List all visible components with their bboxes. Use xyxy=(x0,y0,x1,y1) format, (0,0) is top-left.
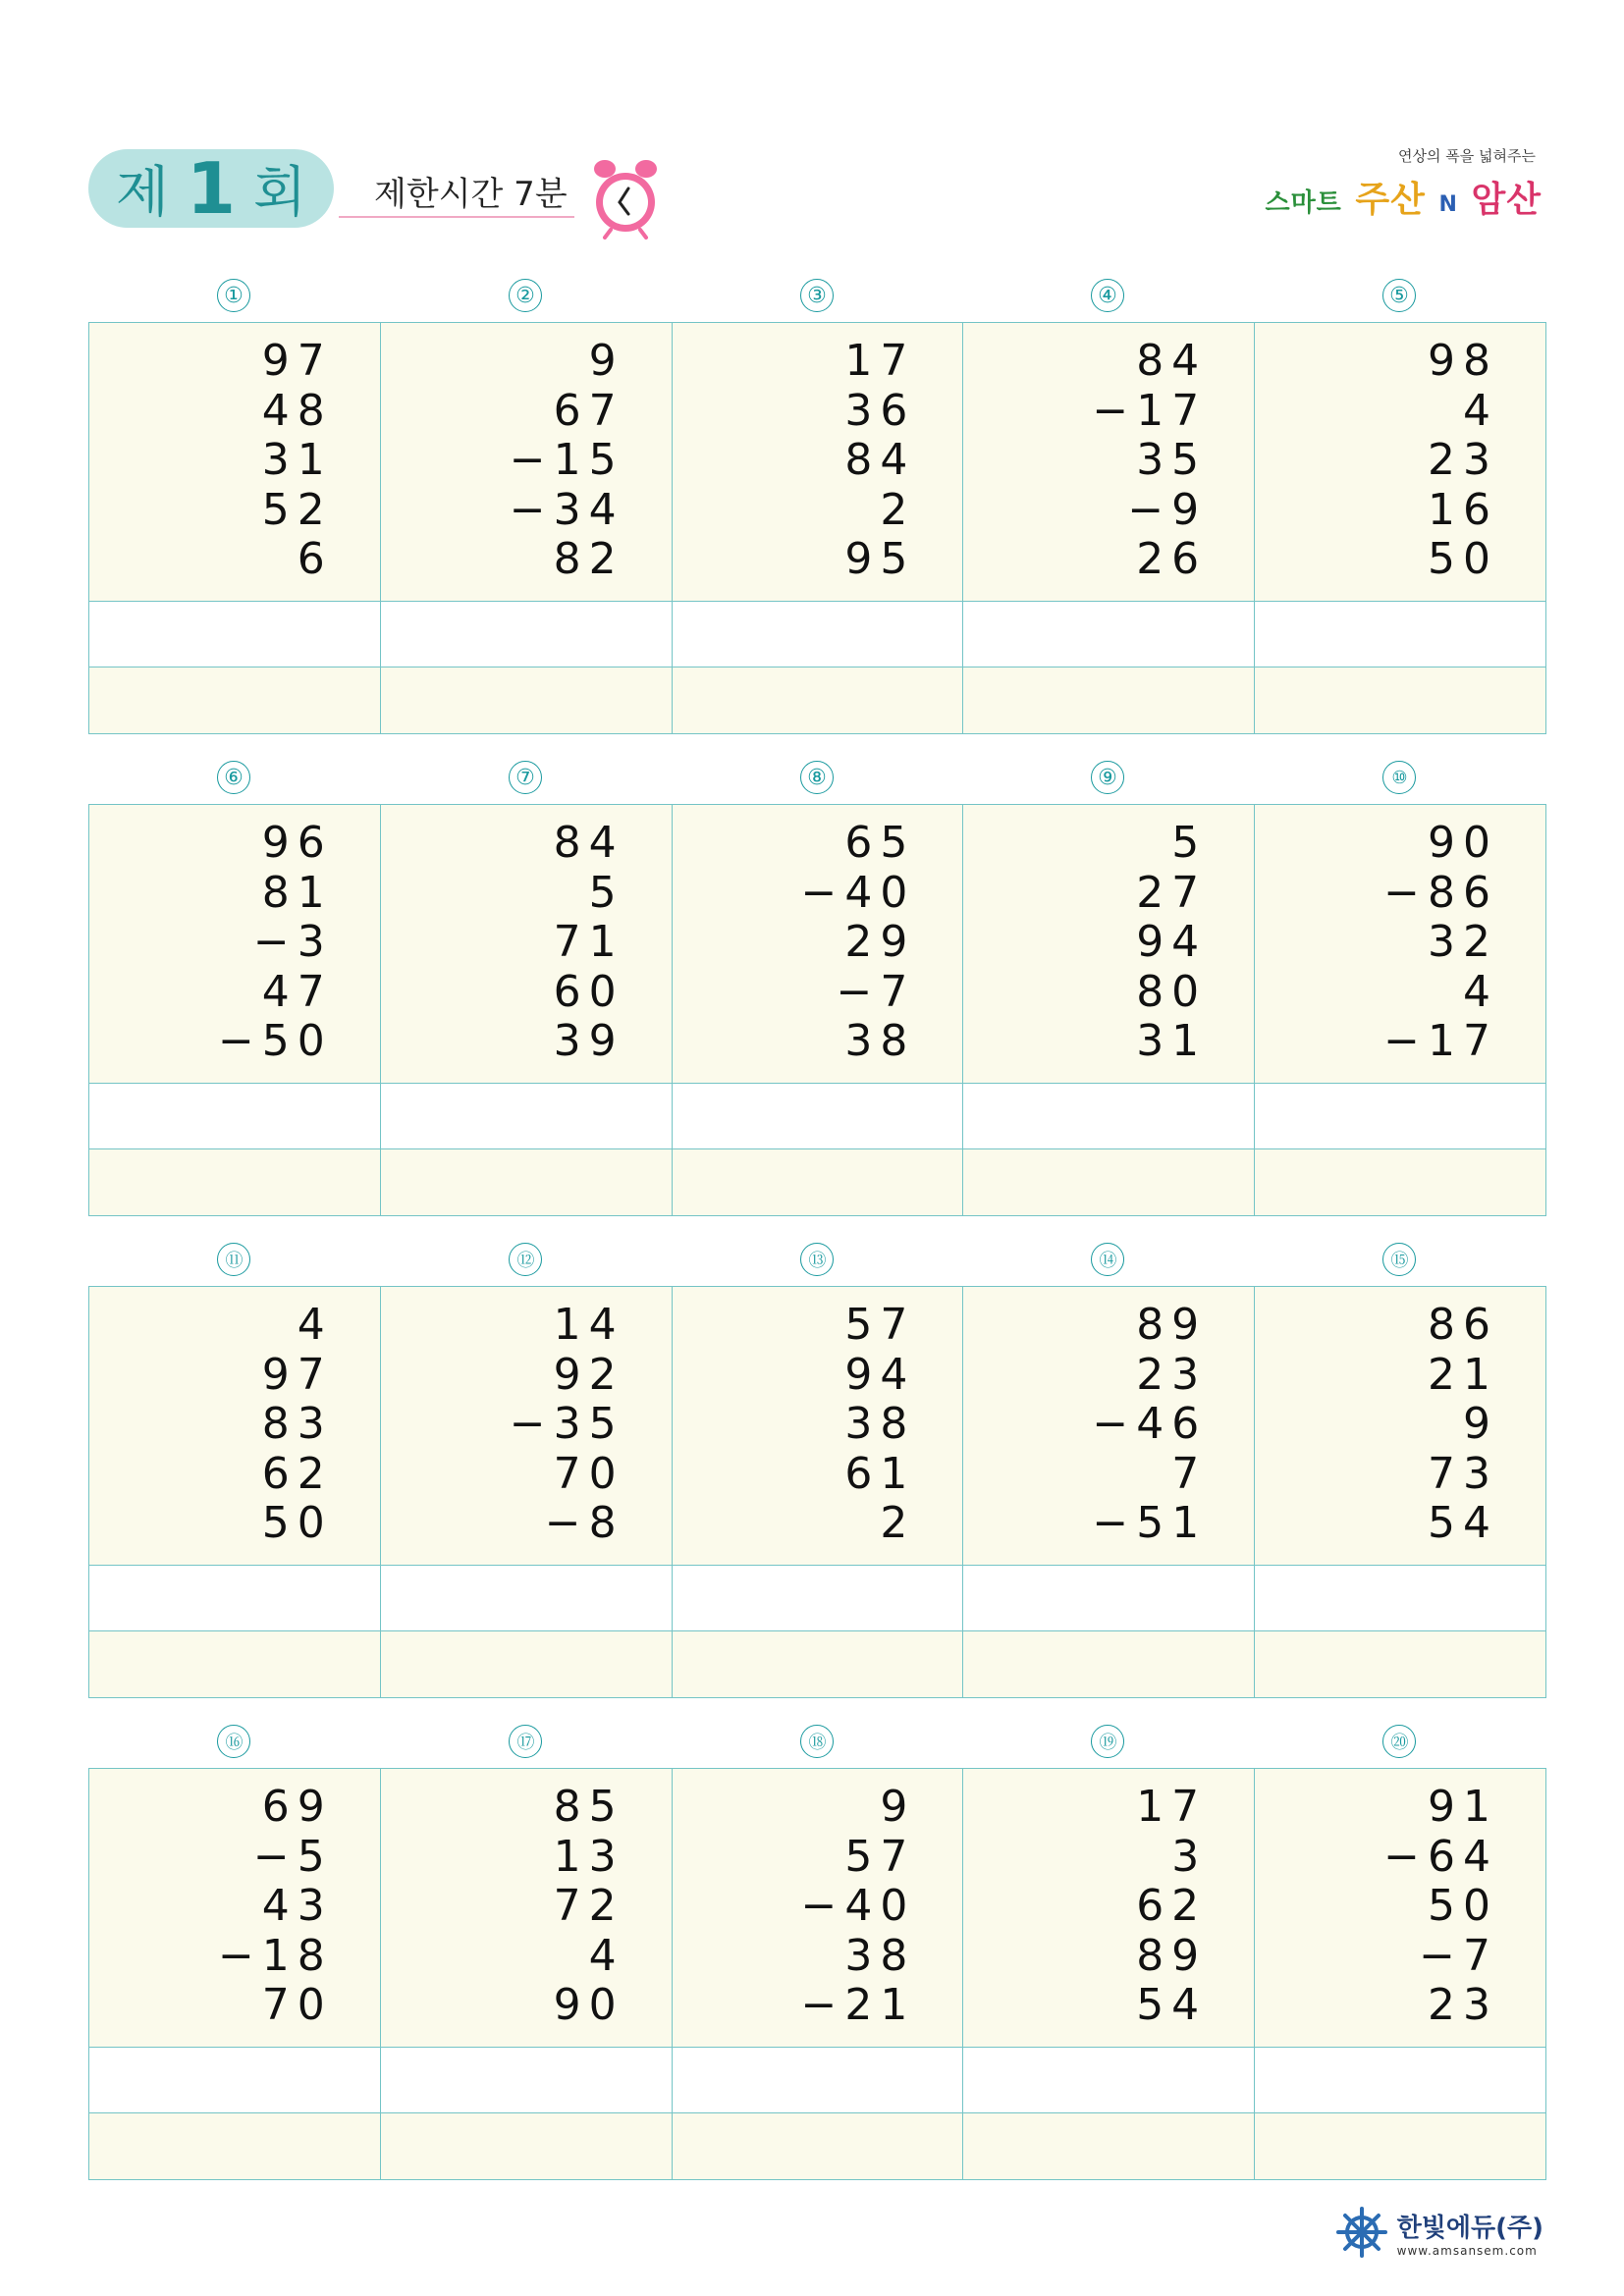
problem-number-line: 38 xyxy=(844,1399,916,1449)
time-limit-label: 제한시간 7분 xyxy=(374,175,568,214)
answer-cell[interactable] xyxy=(963,1631,1255,1697)
problem-grid xyxy=(88,804,1546,1216)
answer-cell[interactable] xyxy=(381,1566,673,1631)
problem-number-line: −15 xyxy=(509,435,624,485)
problem-block xyxy=(88,1725,1546,2030)
problem-number: ⑤ xyxy=(1382,279,1416,312)
brand-tagline: 연상의 폭을 넓혀주는 xyxy=(1398,147,1536,165)
brand-part-smart: 스마트 xyxy=(1265,188,1342,218)
problem-number-line: 4 xyxy=(1462,966,1498,1017)
answer-cell[interactable] xyxy=(89,1084,381,1149)
problem-number-line: 62 xyxy=(261,1448,333,1499)
problem-number-line: 73 xyxy=(1427,1448,1498,1499)
problem-number-line: 94 xyxy=(1136,917,1208,967)
problem-number-line: 95 xyxy=(844,534,916,584)
problem-number-line: 86 xyxy=(1427,1300,1498,1350)
answer-cell[interactable] xyxy=(673,1084,964,1149)
problem-number: ⑳ xyxy=(1382,1725,1416,1758)
problem-number-line: 82 xyxy=(553,534,624,584)
answer-cell[interactable] xyxy=(963,2048,1255,2113)
problem-number: ⑮ xyxy=(1382,1243,1416,1276)
problem-number-line: −40 xyxy=(800,867,916,918)
problem-block xyxy=(88,279,1546,584)
answer-cell[interactable] xyxy=(89,602,381,667)
answer-cell[interactable] xyxy=(381,1084,673,1149)
answer-cell[interactable] xyxy=(1255,1084,1545,1149)
problem-number-line: 36 xyxy=(844,385,916,436)
problem-number-line: 62 xyxy=(1136,1881,1208,1931)
problem-number-line: 4 xyxy=(297,1300,333,1350)
problem-number: ⑬ xyxy=(800,1243,834,1276)
problem-labels xyxy=(88,279,1546,316)
problem-number-line: 89 xyxy=(1136,1930,1208,1981)
problem-number-line: 29 xyxy=(844,917,916,967)
problem-number-line: 50 xyxy=(1427,534,1498,584)
answer-cell[interactable] xyxy=(1255,1631,1545,1697)
brand-name xyxy=(1265,172,1542,222)
problem-number-line: −86 xyxy=(1383,867,1498,918)
answer-cell[interactable] xyxy=(673,1149,964,1215)
answer-row-1 xyxy=(89,2048,1545,2113)
problem-number: ⑪ xyxy=(217,1243,250,1276)
problem-number: ⑭ xyxy=(1091,1243,1124,1276)
alarm-clock-icon xyxy=(587,155,664,240)
problem-number-line: −9 xyxy=(1127,484,1208,535)
brand-logo xyxy=(1265,145,1542,222)
problem-number-line: 43 xyxy=(261,1881,333,1931)
answer-row-2 xyxy=(89,2113,1545,2179)
problem-number-line: −17 xyxy=(1383,1016,1498,1066)
answer-cell[interactable] xyxy=(673,1631,964,1697)
problem-number-line: 13 xyxy=(553,1831,624,1882)
problem-number: ⑥ xyxy=(217,761,250,794)
answer-cell[interactable] xyxy=(673,667,964,733)
problem-number-line: 97 xyxy=(261,336,333,386)
answer-cell[interactable] xyxy=(963,667,1255,733)
answer-cell[interactable] xyxy=(963,602,1255,667)
problem-number-line: 98 xyxy=(1427,336,1498,386)
problem-number: ⑧ xyxy=(800,761,834,794)
problem-number: ⑦ xyxy=(509,761,542,794)
problem-cell xyxy=(673,1287,964,1566)
answer-cell[interactable] xyxy=(673,2113,964,2179)
brand-part-jusan: 주산 xyxy=(1355,180,1426,220)
answer-cell[interactable] xyxy=(963,1149,1255,1215)
problem-block xyxy=(88,761,1546,1066)
problem-number-line: 67 xyxy=(553,385,624,436)
time-limit xyxy=(339,165,574,218)
problem-number-line: 35 xyxy=(1136,435,1208,485)
problem-number-line: 23 xyxy=(1427,1980,1498,2030)
answer-cell[interactable] xyxy=(381,667,673,733)
problem-number-line: 94 xyxy=(844,1349,916,1400)
problem-number-line: 7 xyxy=(1171,1448,1208,1499)
problem-number-line: −64 xyxy=(1383,1831,1498,1882)
problem-number: ② xyxy=(509,279,542,312)
problem-labels xyxy=(88,761,1546,798)
problem-number-line: 6 xyxy=(297,534,333,584)
footer xyxy=(1336,2207,1543,2258)
problem-number-line: 9 xyxy=(880,1782,916,1832)
question-row xyxy=(89,323,1545,602)
problem-number-line: −50 xyxy=(217,1016,333,1066)
problem-cell xyxy=(963,805,1255,1084)
problem-cell xyxy=(89,323,381,602)
problem-number-line: 97 xyxy=(261,1349,333,1400)
problem-number-line: 81 xyxy=(261,867,333,918)
problem-number-line: 89 xyxy=(1136,1300,1208,1350)
problem-number: ⑯ xyxy=(217,1725,250,1758)
problem-number-line: 57 xyxy=(844,1300,916,1350)
problem-number-line: 31 xyxy=(1136,1016,1208,1066)
problem-number-line: 52 xyxy=(261,484,333,535)
answer-row-1 xyxy=(89,1084,1545,1149)
problem-number-line: 23 xyxy=(1136,1349,1208,1400)
problem-number-line: 50 xyxy=(261,1498,333,1548)
problem-number-line: −5 xyxy=(252,1831,333,1882)
answer-cell[interactable] xyxy=(89,1566,381,1631)
problem-number-line: 50 xyxy=(1427,1881,1498,1931)
problem-number-line: 85 xyxy=(553,1782,624,1832)
problem-number: ③ xyxy=(800,279,834,312)
problem-number-line: −35 xyxy=(509,1399,624,1449)
problem-number-line: 39 xyxy=(553,1016,624,1066)
problem-number: ⑲ xyxy=(1091,1725,1124,1758)
problem-cell xyxy=(673,1769,964,2048)
answer-cell[interactable] xyxy=(963,1566,1255,1631)
problem-number-line: 69 xyxy=(261,1782,333,1832)
answer-cell[interactable] xyxy=(1255,1149,1545,1215)
problem-cell xyxy=(89,1769,381,2048)
problem-number-line: −18 xyxy=(217,1930,333,1981)
problem-number-line: 38 xyxy=(844,1930,916,1981)
brand-part-amsan: 암산 xyxy=(1471,180,1542,220)
problem-number-line: 80 xyxy=(1136,966,1208,1017)
problem-cell xyxy=(963,1769,1255,2048)
problem-number-line: 84 xyxy=(553,818,624,868)
problem-number-line: −8 xyxy=(544,1498,624,1548)
question-row xyxy=(89,1287,1545,1566)
problem-number-line: 70 xyxy=(261,1980,333,2030)
answer-cell[interactable] xyxy=(381,1631,673,1697)
problem-number-line: 83 xyxy=(261,1399,333,1449)
answer-row-2 xyxy=(89,1631,1545,1697)
problem-number-line: 54 xyxy=(1427,1498,1498,1548)
problem-number-line: 72 xyxy=(553,1881,624,1931)
problem-number: ⑩ xyxy=(1382,761,1416,794)
problem-number-line: 26 xyxy=(1136,534,1208,584)
problem-cell xyxy=(1255,1287,1545,1566)
wheel-logo-icon xyxy=(1336,2207,1387,2258)
problem-number-line: 91 xyxy=(1427,1782,1498,1832)
problem-number-line: 21 xyxy=(1427,1349,1498,1400)
problem-number-line: −17 xyxy=(1092,385,1208,436)
answer-cell[interactable] xyxy=(381,1149,673,1215)
problem-number-line: −7 xyxy=(836,966,916,1017)
footer-url: www.amsansem.com xyxy=(1396,2243,1538,2258)
problem-number-line: −46 xyxy=(1092,1399,1208,1449)
problem-number-line: 38 xyxy=(844,1016,916,1066)
problem-number-line: 2 xyxy=(880,484,916,535)
problem-number-line: 4 xyxy=(1462,385,1498,436)
problem-number-line: 61 xyxy=(844,1448,916,1499)
problem-number-line: 5 xyxy=(588,867,624,918)
session-number: 1 xyxy=(186,147,237,230)
problem-number-line: 23 xyxy=(1427,435,1498,485)
answer-cell[interactable] xyxy=(89,2113,381,2179)
problem-number-line: 4 xyxy=(588,1930,624,1981)
problem-number-line: 57 xyxy=(844,1831,916,1882)
problem-number-line: 14 xyxy=(553,1300,624,1350)
footer-company: 한빛에듀(주) xyxy=(1396,2213,1543,2243)
problem-cell xyxy=(673,323,964,602)
answer-row-1 xyxy=(89,602,1545,667)
problem-cell xyxy=(89,1287,381,1566)
problem-grid xyxy=(88,1286,1546,1698)
problem-number-line: 90 xyxy=(1427,818,1498,868)
problem-number-line: 48 xyxy=(261,385,333,436)
problem-labels xyxy=(88,1725,1546,1762)
problem-cell xyxy=(381,805,673,1084)
answer-cell[interactable] xyxy=(89,2048,381,2113)
problem-number-line: −3 xyxy=(252,917,333,967)
answer-cell[interactable] xyxy=(1255,602,1545,667)
answer-cell[interactable] xyxy=(381,2048,673,2113)
session-prefix: 제 xyxy=(115,161,169,225)
problem-number: ⑰ xyxy=(509,1725,542,1758)
session-badge xyxy=(88,149,334,228)
problem-number-line: −40 xyxy=(800,1881,916,1931)
problem-block xyxy=(88,1243,1546,1548)
answer-cell[interactable] xyxy=(673,2048,964,2113)
problem-cell xyxy=(1255,323,1545,602)
problem-number-line: 9 xyxy=(588,336,624,386)
problem-cell xyxy=(89,805,381,1084)
problem-number-line: −51 xyxy=(1092,1498,1208,1548)
problem-number-line: 17 xyxy=(844,336,916,386)
problem-number-line: 60 xyxy=(553,966,624,1017)
brand-part-n: N xyxy=(1438,192,1458,217)
problem-cell xyxy=(963,1287,1255,1566)
problem-number-line: 32 xyxy=(1427,917,1498,967)
answer-row-2 xyxy=(89,667,1545,733)
problem-number-line: −7 xyxy=(1419,1930,1498,1981)
problem-cell xyxy=(381,1769,673,2048)
problem-number-line: 96 xyxy=(261,818,333,868)
problem-number-line: 3 xyxy=(1171,1831,1208,1882)
problem-number-line: −34 xyxy=(509,484,624,535)
problem-number: ④ xyxy=(1091,279,1124,312)
session-suffix: 회 xyxy=(253,161,307,225)
problem-number-line: 31 xyxy=(261,435,333,485)
problem-number-line: 16 xyxy=(1427,484,1498,535)
answer-cell[interactable] xyxy=(963,2113,1255,2179)
answer-cell[interactable] xyxy=(1255,667,1545,733)
problem-number-line: 71 xyxy=(553,917,624,967)
problem-number-line: 92 xyxy=(553,1349,624,1400)
problem-number: ⑱ xyxy=(800,1725,834,1758)
problem-grid xyxy=(88,1768,1546,2180)
question-row xyxy=(89,1769,1545,2048)
problem-number-line: 65 xyxy=(844,818,916,868)
problem-number-line: 54 xyxy=(1136,1980,1208,2030)
problem-number-line: −21 xyxy=(800,1980,916,2030)
problem-number-line: 47 xyxy=(261,966,333,1017)
answer-cell[interactable] xyxy=(381,602,673,667)
problem-cell xyxy=(1255,805,1545,1084)
problem-number-line: 90 xyxy=(553,1980,624,2030)
problem-number-line: 2 xyxy=(880,1498,916,1548)
problem-number-line: 84 xyxy=(1136,336,1208,386)
problem-cell xyxy=(381,323,673,602)
problem-number-line: 27 xyxy=(1136,867,1208,918)
answer-cell[interactable] xyxy=(1255,1566,1545,1631)
problem-number-line: 17 xyxy=(1136,1782,1208,1832)
answer-cell[interactable] xyxy=(89,667,381,733)
answer-row-2 xyxy=(89,1149,1545,1215)
answer-cell[interactable] xyxy=(673,1566,964,1631)
problem-cell xyxy=(673,805,964,1084)
answer-row-1 xyxy=(89,1566,1545,1631)
answer-cell[interactable] xyxy=(673,602,964,667)
problem-number-line: 9 xyxy=(1462,1399,1498,1449)
answer-cell[interactable] xyxy=(89,1631,381,1697)
problem-labels xyxy=(88,1243,1546,1280)
problem-number: ⑨ xyxy=(1091,761,1124,794)
problem-number-line: 70 xyxy=(553,1448,624,1499)
problem-number: ① xyxy=(217,279,250,312)
problem-grid xyxy=(88,322,1546,734)
problem-number: ⑫ xyxy=(509,1243,542,1276)
problem-cell xyxy=(381,1287,673,1566)
problem-number-line: 5 xyxy=(1171,818,1208,868)
answer-cell[interactable] xyxy=(381,2113,673,2179)
question-row xyxy=(89,805,1545,1084)
answer-cell[interactable] xyxy=(1255,2048,1545,2113)
answer-cell[interactable] xyxy=(1255,2113,1545,2179)
answer-cell[interactable] xyxy=(89,1149,381,1215)
answer-cell[interactable] xyxy=(963,1084,1255,1149)
problem-cell xyxy=(1255,1769,1545,2048)
problem-number-line: 84 xyxy=(844,435,916,485)
problem-cell xyxy=(963,323,1255,602)
